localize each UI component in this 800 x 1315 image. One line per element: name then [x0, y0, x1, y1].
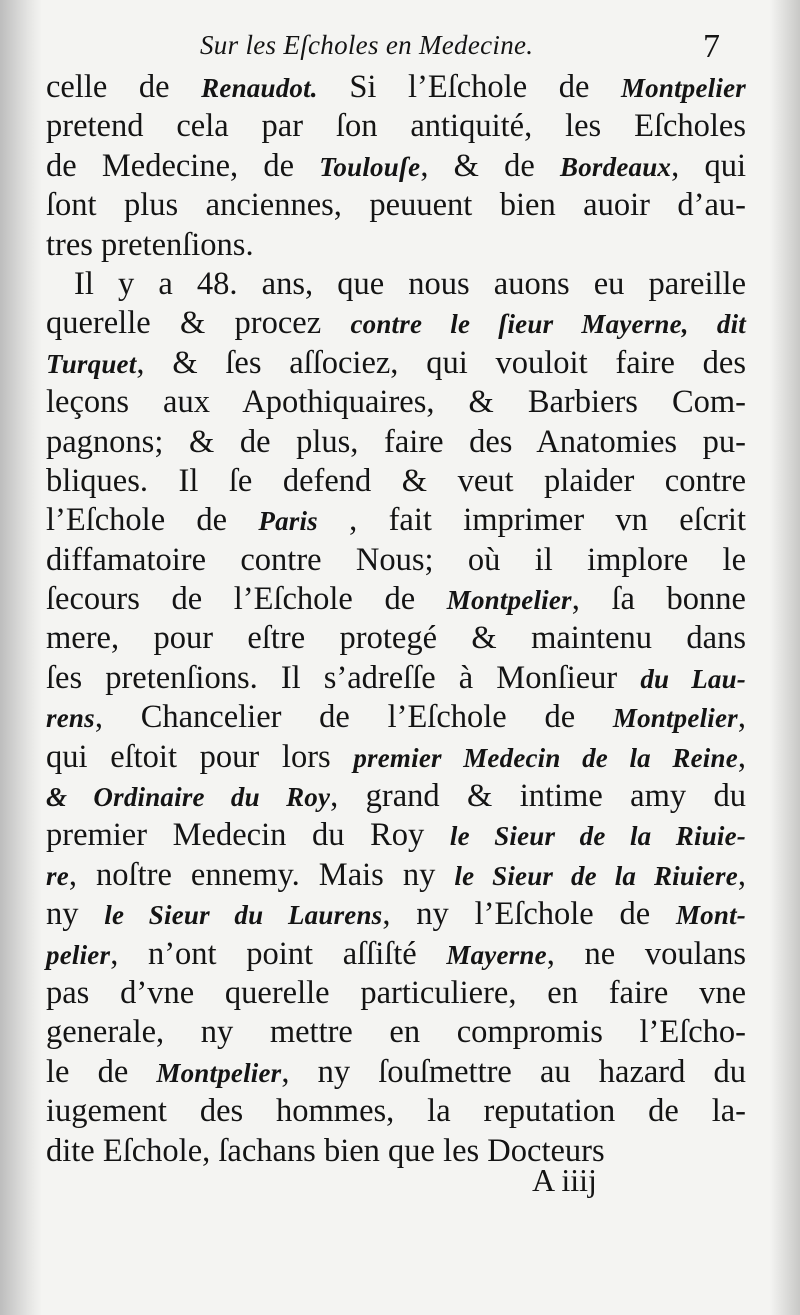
text-segment: diffamatoire contre Nous; où il implore le: [46, 541, 746, 578]
text-segment: bliques. Il ſe defend & veut plaider contre: [46, 462, 746, 499]
text-line: [46, 344, 746, 383]
text-segment: premier Medecin du Roy: [46, 817, 450, 854]
text-line: [46, 265, 746, 304]
text-line: [46, 1013, 746, 1052]
text-segment: de Medecine, de: [46, 147, 320, 184]
italic-name: Montpelier: [620, 73, 746, 103]
italic-name: Toulouſe: [319, 151, 421, 182]
italic-name: du Lau-: [640, 663, 747, 694]
text-line: [46, 423, 746, 462]
italic-name: pelier: [46, 939, 111, 970]
text-segment: pas d’vne querelle particuliere, en faire vne: [46, 974, 746, 1011]
text-line: [46, 935, 746, 974]
italic-name: le Sieur du Laurens: [104, 900, 383, 931]
text-segment: leçons aux Apothiquaires, & Barbiers Com-: [46, 384, 746, 421]
text-line: [46, 186, 746, 225]
text-segment: pagnons; & de plus, faire des Anatomies pu-: [46, 423, 746, 460]
text-segment: ſont plus anciennes, peuuent bien auoir d’au-: [46, 187, 746, 224]
text-line: [46, 738, 746, 777]
page-header: [0, 28, 800, 68]
text-segment: ,: [737, 856, 747, 893]
italic-name: & Ordinaire du Roy: [46, 782, 331, 813]
text-line: [46, 895, 746, 934]
text-line: [46, 698, 746, 737]
text-line: [46, 777, 746, 816]
text-line: [46, 1132, 746, 1171]
italic-name: premier Medecin de la Reine: [353, 742, 738, 773]
text-segment: ny: [46, 896, 105, 933]
text-segment: l’Eſchole de: [46, 502, 259, 539]
text-segment: generale, ny mettre en compromis l’Eſcho-: [46, 1014, 746, 1051]
text-line: [46, 1092, 746, 1131]
text-segment: pretend cela par ſon antiquité, les Eſcholes: [46, 108, 746, 145]
page-number: 7: [703, 28, 720, 65]
italic-name: Montpelier: [612, 703, 738, 734]
text-line: [46, 659, 746, 698]
text-segment: celle de: [46, 69, 202, 105]
text-segment: , ſa bonne: [571, 581, 746, 618]
text-line: [46, 619, 746, 658]
text-segment: querelle & procez: [46, 305, 351, 342]
text-line: [46, 68, 746, 107]
body-text: [46, 68, 746, 1171]
text-line: [46, 383, 746, 422]
text-line: [46, 462, 746, 501]
text-segment: , & ſes aſſociez, qui vouloit faire des: [136, 344, 746, 381]
italic-name: le Sieur de la Riuie-: [449, 821, 747, 852]
text-line: [46, 107, 746, 146]
italic-name: Montpelier: [446, 585, 572, 616]
text-segment: , n’ont point aſſiſté: [110, 935, 447, 972]
text-segment: tres pretenſions.: [46, 226, 254, 263]
italic-name: contre le ſieur Mayerne, dit: [350, 309, 746, 340]
text-segment: le de: [46, 1053, 157, 1090]
italic-name: Turquet: [46, 348, 137, 379]
text-segment: Il y a 48. ans, que nous auons eu pareille: [74, 265, 746, 302]
text-segment: dite Eſchole, ſachans bien que les Docteurs: [46, 1132, 605, 1169]
text-segment: , Chancelier de l’Eſchole de: [94, 699, 613, 736]
italic-name: Bordeaux: [560, 151, 672, 182]
text-segment: iugement des hommes, la reputation de la-: [46, 1093, 746, 1130]
text-segment: ſes pretenſions. Il s’adreſſe à Monſieur: [46, 659, 641, 696]
italic-name: rens: [46, 703, 95, 734]
text-segment: , ne voulans: [546, 935, 746, 972]
text-line: [46, 580, 746, 619]
text-segment: ſecours de l’Eſchole de: [46, 581, 447, 618]
text-line: [46, 304, 746, 343]
text-segment: , qui: [671, 147, 746, 184]
italic-name: le Sieur de la Riuiere: [454, 860, 738, 891]
italic-name: Renaudot.: [201, 73, 318, 103]
signature-mark: A iiij: [532, 1162, 597, 1198]
text-segment: , ny l’Eſchole de: [382, 896, 676, 933]
text-segment: Si l’Eſchole de: [317, 69, 621, 105]
text-line: [46, 1053, 746, 1092]
text-segment: mere, pour eſtre protegé & maintenu dans: [46, 620, 746, 657]
text-segment: , grand & intime amy du: [330, 778, 746, 815]
text-segment: qui eſtoit pour lors: [46, 738, 354, 775]
italic-name: Mont-: [675, 900, 746, 931]
text-line: [46, 856, 746, 895]
text-segment: , fait imprimer vn eſcrit: [317, 502, 746, 539]
text-segment: ,: [737, 699, 746, 736]
italic-name: Mayerne: [446, 939, 547, 970]
text-line: [46, 816, 746, 855]
text-segment: , & de: [420, 147, 561, 184]
italic-name: Montpelier: [156, 1057, 282, 1088]
text-segment: ,: [737, 738, 746, 775]
italic-name: Paris: [258, 506, 318, 537]
text-line: [46, 974, 746, 1013]
text-segment: , ny ſouſmettre au hazard du: [281, 1053, 746, 1090]
text-line: [46, 501, 746, 540]
text-segment: , noſtre ennemy. Mais ny: [68, 856, 455, 893]
text-line: [46, 541, 746, 580]
running-title: Sur les Eſcholes en Medecine.: [200, 30, 534, 60]
text-line: [46, 147, 746, 186]
italic-name: re: [46, 860, 69, 891]
text-line: [46, 226, 746, 265]
